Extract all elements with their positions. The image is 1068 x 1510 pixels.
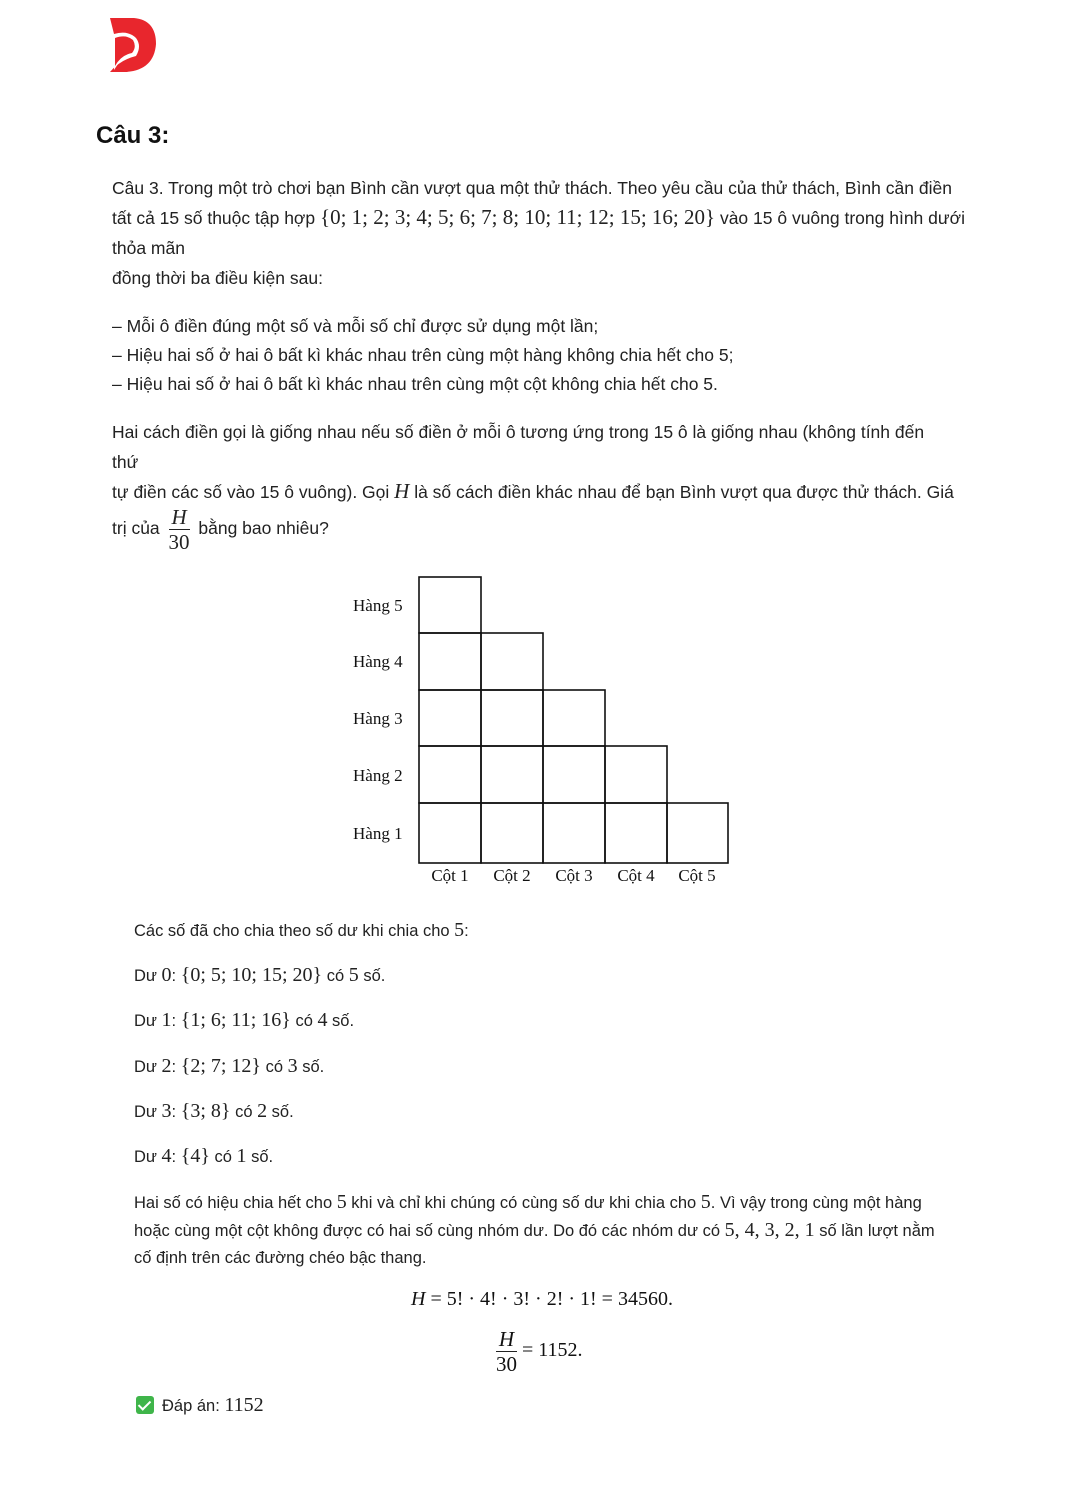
cell-r1-c4 [605,803,667,863]
answer-line: Đáp án: 1152 [136,1394,264,1417]
col-label-5: Cột 5 [678,866,716,885]
cell-r1-c2 [481,803,543,863]
row-label-3: Hàng 3 [353,709,403,728]
checkmark-icon [136,1396,154,1414]
remainder-group-4: Dư 4: {4} có 1 số. [134,1145,274,1167]
cell-r2-c2 [481,746,543,803]
cell-r1-c3 [543,803,605,863]
row-label-1: Hàng 1 [353,824,403,843]
remainder-group-1: Dư 1: {1; 6; 11; 16} có 4 số. [134,1009,355,1031]
remainder-group-2: Dư 2: {2; 7; 12} có 3 số. [134,1055,325,1077]
question-title: Câu 3: [96,122,170,149]
cell-r3-c2 [481,690,543,746]
remainder-group-0: Dư 0: {0; 5; 10; 15; 20} có 5 số. [134,964,386,986]
cell-r2-c1 [419,746,481,803]
cell-r3-c3 [543,690,605,746]
row-label-2: Hàng 2 [353,766,403,785]
problem-line-1: Câu 3. Trong một trò chơi bạn Bình cần vượt qua một thử thách. Theo yêu cầu của thử thách, Bình cần điền [112,178,952,198]
col-label-2: Cột 2 [493,866,531,885]
problem-line-6: thứ [112,452,139,472]
answer-value: 1152 [224,1394,264,1416]
remainder-group-3: Dư 3: {3; 8} có 2 số. [134,1100,294,1122]
col-label-3: Cột 3 [555,866,593,885]
equation-h-over-30: $\frac{H}{30}$ = 1152. [496,1327,583,1376]
problem-line-4: đồng thời ba điều kiện sau: [112,268,323,288]
fraction-h-over-30: $\frac{H}{30}$ [168,504,190,554]
equation-h: H = 5! · 4! · 3! · 2! · 1! = 34560. [411,1288,673,1310]
variable-h: H [394,479,410,503]
col-label-1: Cột 1 [431,866,469,885]
condition-3: – Hiệu hai số ở hai ô bất kì khác nhau trên cùng một cột không chia hết cho 5. [112,374,718,394]
solution-intro: Các số đã cho chia theo số dư khi chia cho 5: [134,919,469,941]
col-label-4: Cột 4 [617,866,655,885]
solution-paragraph-line-2: hoặc cùng một cột không được có hai số cùng nhóm dư. Do đó các nhóm dư có 5, 4, 3, 2, 1 số lần lượt nằm [134,1219,935,1241]
cell-r2-c4 [605,746,667,803]
brand-logo [106,16,158,74]
problem-line-8: trị của $\frac{H}{30}$ bằng bao nhiêu? [112,504,329,554]
cell-r1-c5 [667,803,728,863]
solution-paragraph-line-1: Hai số có hiệu chia hết cho 5 khi và chỉ khi chúng có cùng số dư khi chia cho 5. Vì vậy trong cùng một hàng [134,1191,922,1213]
cell-r5-c1 [419,577,481,633]
row-label-5: Hàng 5 [353,596,403,615]
number-set: {0; 1; 2; 3; 4; 5; 6; 7; 8; 10; 11; 12; 15; 16; 20} [320,205,716,229]
condition-1: – Mỗi ô điền đúng một số và mỗi số chỉ được sử dụng một lần; [112,316,599,336]
problem-line-3: thỏa mãn [112,238,185,258]
row-label-4: Hàng 4 [353,652,403,671]
solution-paragraph-line-3: cố định trên các đường chéo bậc thang. [134,1249,427,1267]
cell-r2-c3 [543,746,605,803]
cell-r4-c2 [481,633,543,690]
problem-line-5: Hai cách điền gọi là giống nhau nếu số điền ở mỗi ô tương ứng trong 15 ô là giống nhau (không tính đến [112,422,925,442]
staircase-figure [340,570,740,890]
cell-r4-c1 [419,633,481,690]
problem-line-7: tự điền các số vào 15 ô vuông). Gọi H là số cách điền khác nhau để bạn Bình vượt qua được thử thách. Giá [112,479,954,503]
problem-line-2: tất cả 15 số thuộc tập hợp {0; 1; 2; 3; 4; 5; 6; 7; 8; 10; 11; 12; 15; 16; 20} vào 15 ô vuông trong hình dưới [112,205,965,229]
condition-2: – Hiệu hai số ở hai ô bất kì khác nhau trên cùng một hàng không chia hết cho 5; [112,345,734,365]
cell-r3-c1 [419,690,481,746]
cell-r1-c1 [419,803,481,863]
